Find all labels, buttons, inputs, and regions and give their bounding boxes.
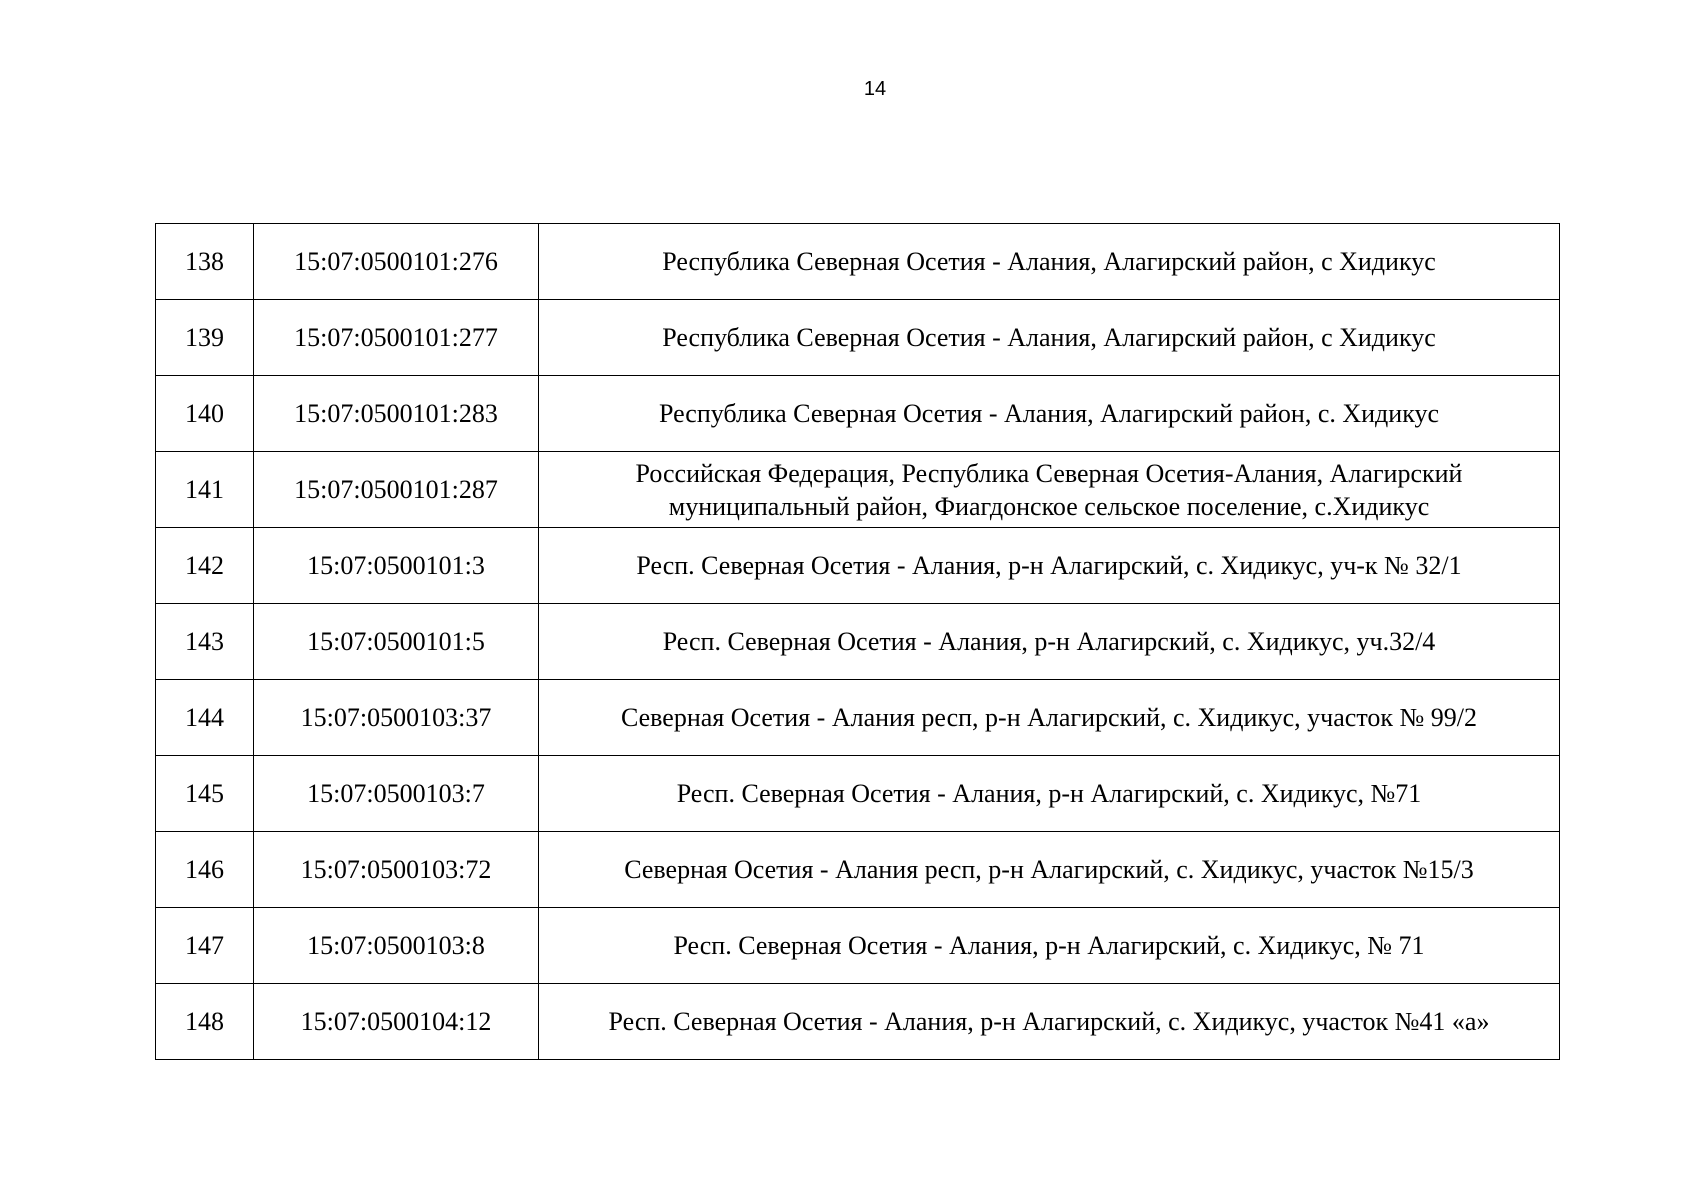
address-cell: Республика Северная Осетия - Алания, Алагирский район, с Хидикус [539,300,1560,376]
table-row [156,680,1560,756]
cadastral-number-cell: 15:07:0500103:37 [254,680,539,756]
address-cell: Республика Северная Осетия - Алания, Алагирский район, с Хидикус [539,224,1560,300]
table-row [156,604,1560,680]
table-row [156,908,1560,984]
cadastral-number-cell: 15:07:0500101:276 [254,224,539,300]
cadastral-number-cell: 15:07:0500101:3 [254,528,539,604]
cadastral-number-cell: 15:07:0500103:72 [254,832,539,908]
address-cell: Респ. Северная Осетия - Алания, р-н Алагирский, с. Хидикус, № 71 [539,908,1560,984]
table-row [156,832,1560,908]
row-number-cell: 148 [156,984,254,1060]
cadastral-number-cell: 15:07:0500103:7 [254,756,539,832]
table-row [156,376,1560,452]
table-row [156,452,1560,528]
parcels-table-container [155,223,1559,1060]
row-number-cell: 143 [156,604,254,680]
cadastral-number-cell: 15:07:0500104:12 [254,984,539,1060]
cadastral-number-cell: 15:07:0500103:8 [254,908,539,984]
address-cell: Респ. Северная Осетия - Алания, р-н Алагирский, с. Хидикус, участок №41 «а» [539,984,1560,1060]
address-cell: Респ. Северная Осетия - Алания, р-н Алагирский, с. Хидикус, уч-к № 32/1 [539,528,1560,604]
cadastral-number-cell: 15:07:0500101:287 [254,452,539,528]
row-number-cell: 141 [156,452,254,528]
cadastral-number-cell: 15:07:0500101:283 [254,376,539,452]
row-number-cell: 147 [156,908,254,984]
row-number-cell: 140 [156,376,254,452]
address-cell: Северная Осетия - Алания респ, р-н Алагирский, с. Хидикус, участок № 99/2 [539,680,1560,756]
row-number-cell: 138 [156,224,254,300]
address-cell: Респ. Северная Осетия - Алания, р-н Алагирский, с. Хидикус, №71 [539,756,1560,832]
row-number-cell: 144 [156,680,254,756]
table-row [156,528,1560,604]
table-row [156,224,1560,300]
address-cell: Республика Северная Осетия - Алания, Алагирский район, с. Хидикус [539,376,1560,452]
page-number: 14 [863,78,887,100]
parcels-table [155,223,1560,1060]
table-row [156,756,1560,832]
row-number-cell: 146 [156,832,254,908]
address-cell: Респ. Северная Осетия - Алания, р-н Алагирский, с. Хидикус, уч.32/4 [539,604,1560,680]
row-number-cell: 145 [156,756,254,832]
table-row [156,300,1560,376]
cadastral-number-cell: 15:07:0500101:277 [254,300,539,376]
row-number-cell: 139 [156,300,254,376]
address-cell: Российская Федерация, Республика Северная Осетия-Алания, Алагирский муниципальный район, Фиагдонское сельское поселение, с.Хидикус [539,452,1560,528]
cadastral-number-cell: 15:07:0500101:5 [254,604,539,680]
table-row [156,984,1560,1060]
row-number-cell: 142 [156,528,254,604]
address-cell: Северная Осетия - Алания респ, р-н Алагирский, с. Хидикус, участок №15/3 [539,832,1560,908]
